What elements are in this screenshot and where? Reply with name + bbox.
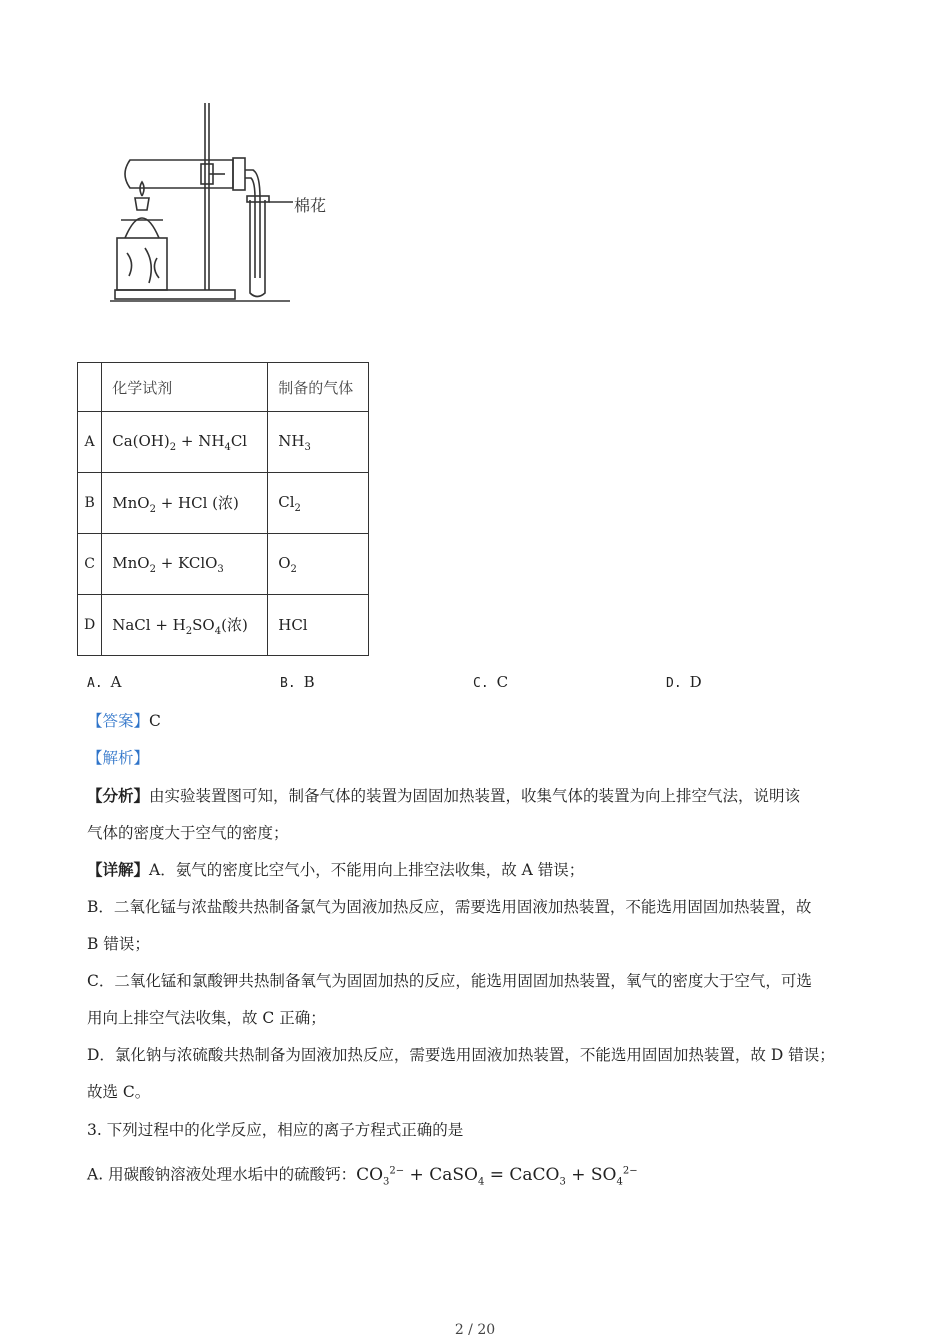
detail-line-b1: B．二氧化锰与浓盐酸共热制备氯气为固液加热反应，需要选用固液加热装置，不能选用固固加热装置，故: [87, 898, 812, 916]
row-key: A: [78, 412, 102, 473]
option-b: B. B: [280, 673, 315, 691]
option-d: D. D: [666, 673, 702, 691]
table-row: [78, 473, 369, 534]
row-reagent: NaCl + $H_2SO_4$(浓): [102, 595, 268, 656]
header-blank: [78, 363, 102, 412]
row-gas: $NH_3$: [268, 412, 369, 473]
answer-line: 【答案】C: [87, 712, 161, 730]
option-a: A. A: [87, 673, 122, 691]
analysis-tag: 【解析】: [87, 749, 150, 767]
option-c: C. C: [473, 673, 509, 691]
detail-line-a: 【详解】A．氨气的密度比空气小，不能用向上排空法收集，故 A 错误；: [87, 860, 585, 879]
detail-line-b2: B 错误；: [87, 935, 150, 953]
row-key: D: [78, 595, 102, 656]
row-gas: $Cl_2$: [268, 473, 369, 534]
row-key: C: [78, 534, 102, 595]
cotton-label: 棉花: [294, 196, 327, 215]
question-3-stem: 3. 下列过程中的化学反应，相应的离子方程式正确的是: [87, 1121, 464, 1139]
row-key: B: [78, 473, 102, 534]
question-3-formula: $CO_3^{2-}$ + CaSO$_4$ = CaCO$_3$ + $SO_4^{2-}$: [356, 1164, 638, 1188]
detail-line-d2: 故选 C。: [87, 1083, 151, 1101]
detail-line-c1: C．二氧化锰和氯酸钾共热制备氧气为固固加热的反应，能选用固固加热装置，氧气的密度大于空气，可选: [87, 972, 812, 990]
reagent-table: [77, 362, 369, 656]
row-gas: HCl: [268, 595, 369, 656]
page-number: 2 / 20: [454, 1322, 496, 1338]
question-3-option-a: A. 用碳酸钠溶液处理水垢中的硫酸钙：$CO_3^{2-}$ + CaSO$_4$ = CaCO$_3$ + $SO_4^{2-}$: [87, 1164, 638, 1188]
header-gas: 制备的气体: [268, 363, 369, 412]
row-reagent: MnO$_2$ + KClO$_3$: [102, 534, 268, 595]
detail-line-c2: 用向上排空气法收集，故 C 正确；: [87, 1009, 326, 1027]
row-reagent: MnO$_2$ + HCl (浓): [102, 473, 268, 534]
table-row: [78, 412, 369, 473]
row-gas: $O_2$: [268, 534, 369, 595]
detail-line-d1: D．氯化钠与浓硫酸共热制备为固液加热反应，需要选用固液加热装置，不能选用固固加热装置，故 D 错误；: [87, 1046, 835, 1064]
fenxi-line-1: 【分析】由实验装置图可知，制备气体的装置为固固加热装置，收集气体的装置为向上排空气法，说明该: [87, 786, 801, 805]
table-row: [78, 534, 369, 595]
fenxi-line-2: 气体的密度大于空气的密度；: [87, 824, 289, 842]
table-row: [78, 595, 369, 656]
row-reagent: $Ca(OH)_2 + NH_4Cl$: [102, 412, 268, 473]
header-reagent: 化学试剂: [102, 363, 268, 412]
table-header-row: [78, 363, 369, 412]
